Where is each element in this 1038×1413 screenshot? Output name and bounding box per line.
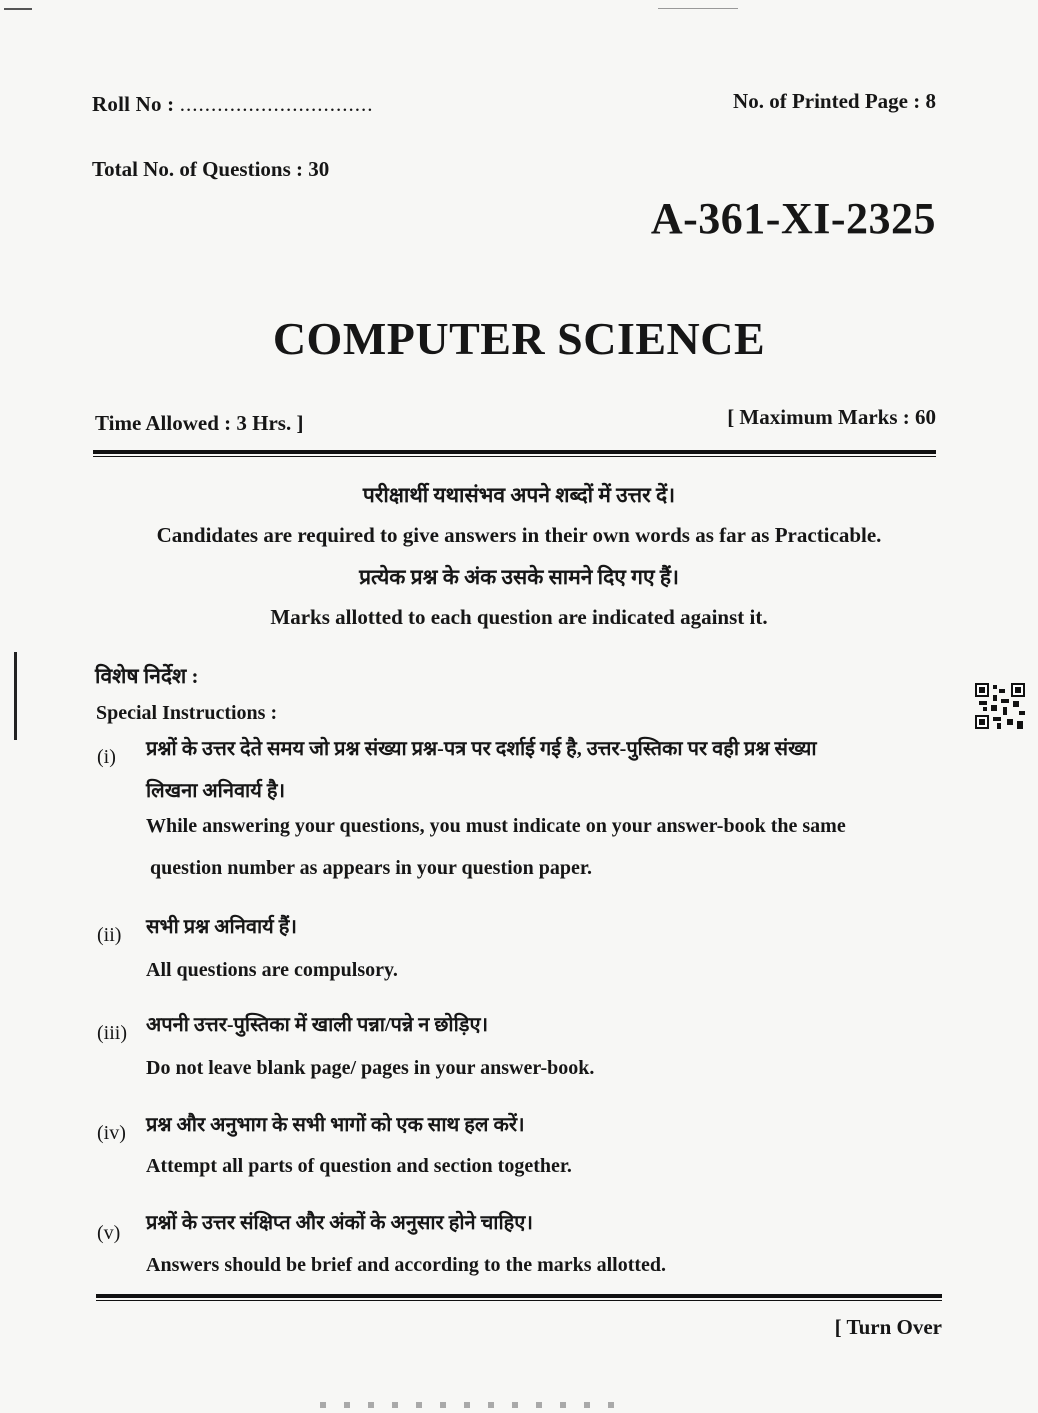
maximum-marks: [ Maximum Marks : 60 [727,405,936,429]
header-divider [93,450,936,457]
instruction-hindi-1: परीक्षार्थी यथासंभव अपने शब्दों में उत्तर दें। [362,483,676,507]
item-hindi: प्रश्न और अनुभाग के सभी भागों को एक साथ हल करें। [146,1114,525,1136]
special-heading-english: Special Instructions : [96,702,278,724]
item-english: While answering your questions, you must indicate on your answer-book the same [146,815,846,837]
item-hindi: अपनी उत्तर-पुस्तिका में खाली पन्ना/पन्ने न छोड़िए। [146,1014,489,1036]
footer-divider [96,1294,942,1301]
scan-mark [14,652,17,740]
instruction-english-1: Candidates are required to give answers in their own words as far as Practicable. [156,523,882,547]
scan-mark [658,8,738,9]
item-number: (iv) [97,1122,126,1144]
item-hindi: प्रश्नों के उत्तर देते समय जो प्रश्न संख्या प्रश्न-पत्र पर दर्शाई गई है, उत्तर-पुस्तिका पर वही प्रश्न संख्या [146,738,817,760]
roll-label: Roll No : [92,92,175,116]
instruction-english-2: Marks allotted to each question are indicated against it. [270,605,768,629]
item-number: (ii) [97,924,122,946]
item-english: Do not leave blank page/ pages in your answer-book. [146,1057,595,1079]
turn-over-label: [ Turn Over [834,1315,942,1339]
qr-code-icon [975,683,1025,729]
item-hindi: प्रश्नों के उत्तर संक्षिप्त और अंकों के अनुसार होने चाहिए। [146,1212,533,1234]
item-hindi: सभी प्रश्न अनिवार्य हैं। [146,916,297,938]
printed-pages: No. of Printed Page : 8 [733,89,936,113]
roll-number-field [92,92,374,117]
scan-mark [4,8,32,10]
item-number: (i) [97,746,116,768]
roll-dots: ............................... [179,92,374,116]
instruction-hindi-2: प्रत्येक प्रश्न के अंक उसके सामने दिए गए हैं। [359,565,679,589]
item-english-cont: question number as appears in your question paper. [150,857,592,879]
item-number: (iii) [97,1022,127,1044]
item-hindi-cont: लिखना अनिवार्य है। [146,780,286,802]
item-english: Answers should be brief and according to the marks allotted. [146,1254,667,1276]
subject-title: COMPUTER SCIENCE [272,313,766,364]
scan-mark [320,1402,620,1408]
total-questions: Total No. of Questions : 30 [92,157,330,181]
item-english: All questions are compulsory. [146,959,398,981]
special-heading-hindi: विशेष निर्देश : [95,664,199,688]
time-allowed: Time Allowed : 3 Hrs. ] [95,411,304,435]
item-english: Attempt all parts of question and section together. [146,1155,572,1177]
paper-code: A-361-XI-2325 [650,194,936,243]
item-number: (v) [97,1222,121,1244]
